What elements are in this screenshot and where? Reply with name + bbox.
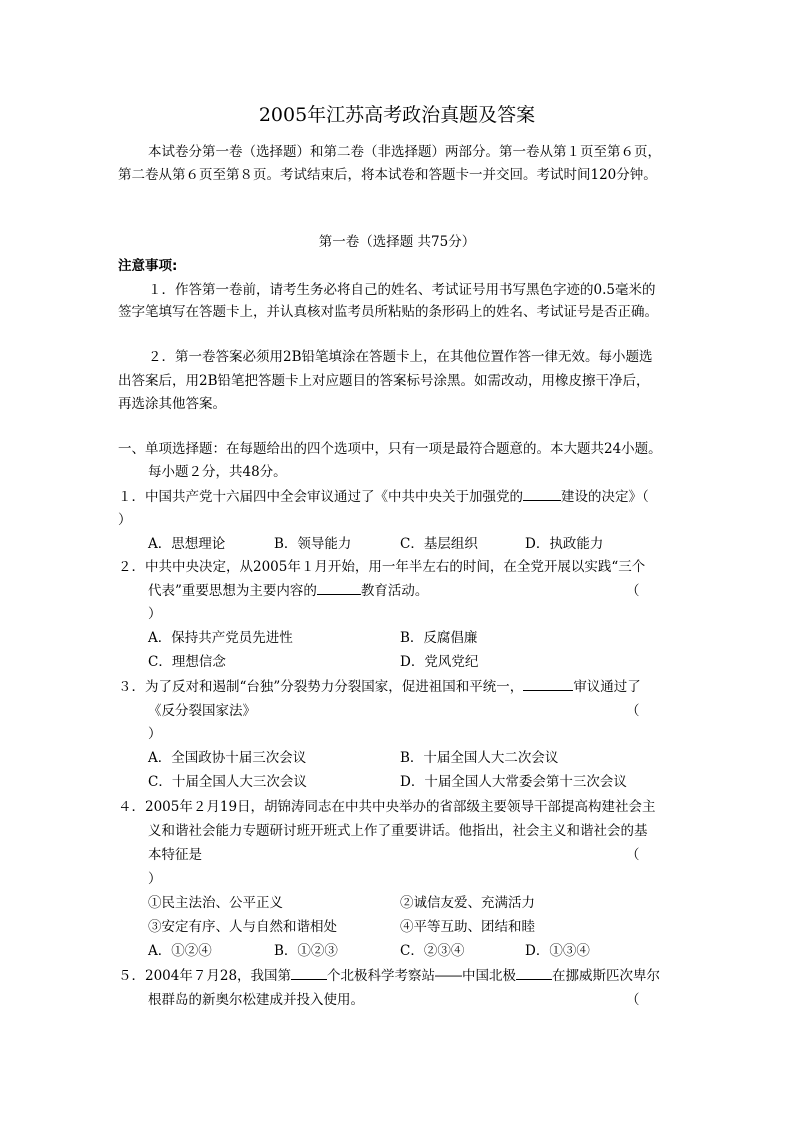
q1-option-a: A．思想理论 (148, 536, 226, 552)
q1-option-d: D．执政能力 (525, 536, 604, 552)
q3-paren: ） (148, 726, 162, 742)
q3-option-b: B．十届全国人大二次会议 (400, 750, 559, 766)
q5-blank (516, 967, 552, 980)
q1-text: １．中国共产党十六届四中全会审议通过了《中共中央关于加强党的 (118, 489, 523, 505)
intro-line: 本试卷分第一卷（选择题）和第二卷（非选择题）两部分。第一卷从第１页至第６页， (148, 144, 661, 160)
q5-blank (291, 967, 327, 980)
q2-option-a: A．保持共产党员先进性 (148, 630, 293, 646)
q5-text: 在挪威斯匹次卑尔 (552, 968, 661, 984)
note-line: 出答案后，用2B铅笔把答题卡上对应题目的答案标号涂黑。如需改动，用橡皮擦干净后， (118, 373, 650, 389)
q3-text: 《反分裂国家法》 (148, 703, 256, 719)
q2-text: 代表”重要思想为主要内容的 (148, 583, 317, 599)
question-2 (148, 582, 428, 600)
q3-paren: （ (626, 703, 640, 719)
q1-text: 建设的决定》（ (561, 489, 649, 505)
question-3 (118, 678, 641, 696)
q1-option-c: C．基层组织 (400, 536, 478, 552)
q4-item: ①民主法治、公平正义 (148, 895, 283, 911)
intro-line: 第二卷从第６页至第８页。考试结束后，将本试卷和答题卡一并交回。考试时间120分钟。 (118, 167, 657, 183)
notes-heading: 注意事项: (118, 258, 178, 274)
q4-item: ②诚信友爱、充满活力 (400, 895, 535, 911)
q2-text: ２．中共中央决定，从2005年１月开始，用一年半左右的时间，在全党开展以实践“三个 (118, 559, 646, 575)
q2-blank (317, 582, 361, 595)
q5-text: ５．2004年７月28，我国第 (118, 968, 292, 984)
note-line: １．作答第一卷前，请考生务必将自己的姓名、考试证号用书写黑色字迹的0.5毫米的 (148, 282, 656, 298)
q2-paren: （ (626, 583, 640, 599)
q4-paren: （ (626, 847, 640, 863)
q4-option-b: B．①②③ (274, 943, 338, 959)
q2-paren: ） (148, 606, 162, 622)
note-line: ２．第一卷答案必须用2B铅笔填涂在答题卡上，在其他位置作答一律无效。每小题选 (148, 349, 653, 365)
q1-blank (523, 488, 561, 501)
q5-paren: （ (626, 992, 640, 1008)
question-5 (118, 967, 660, 985)
part-heading: 第一卷（选择题 共75分） (318, 234, 476, 250)
q1-option-b: B．领导能力 (274, 536, 352, 552)
q3-option-a: A．全国政协十届三次会议 (148, 750, 307, 766)
q2-option-c: C．理想信念 (148, 654, 226, 670)
q4-option-a: A．①②④ (148, 943, 212, 959)
q2-option-d: D．党风党纪 (400, 654, 479, 670)
q4-option-c: C．②③④ (400, 943, 465, 959)
question-1 (118, 488, 649, 506)
q5-text: 根群岛的新奥尔松建成并投入使用。 (148, 992, 364, 1008)
q2-option-b: B．反腐倡廉 (400, 630, 478, 646)
q3-blank (523, 678, 573, 691)
q4-text: ４．2005年２月19日，胡锦涛同志在中共中央举办的省部级主要领导干部提高构建社会主 (118, 799, 656, 815)
q3-text: 审议通过了 (573, 679, 641, 695)
q2-text: 教育活动。 (360, 583, 429, 599)
note-line: 再选涂其他答案。 (118, 396, 226, 412)
q4-text: 义和谐社会能力专题研讨班开班式上作了重要讲话。他指出，社会主义和谐社会的基 (148, 823, 648, 839)
q5-text: 个北极科学考察站――中国北极 (327, 968, 517, 984)
q3-option-d: D．十届全国人大常委会第十三次会议 (400, 774, 627, 790)
section-heading: 每小题２分，共48分。 (148, 464, 287, 480)
q4-paren: ） (148, 871, 162, 887)
q3-text: ３．为了反对和遏制“台独”分裂势力分裂国家，促进祖国和平统一， (118, 679, 524, 695)
q4-option-d: D．①③④ (525, 943, 590, 959)
q4-text: 本特征是 (148, 847, 202, 863)
q3-option-c: C．十届全国人大三次会议 (148, 774, 307, 790)
document-title: 2005年江苏高考政治真题及答案 (258, 104, 536, 126)
section-heading: 一、单项选择题：在每题给出的四个选项中，只有一项是最符合题意的。本大题共24小题。 (118, 441, 662, 457)
q4-item: ③安定有序、人与自然和谐相处 (148, 919, 337, 935)
note-line: 签字笔填写在答题卡上，并认真核对监考员所粘贴的条形码上的姓名、考试证号是否正确。 (118, 304, 658, 320)
q1-paren: ） (118, 512, 132, 528)
q4-item: ④平等互助、团结和睦 (400, 919, 535, 935)
